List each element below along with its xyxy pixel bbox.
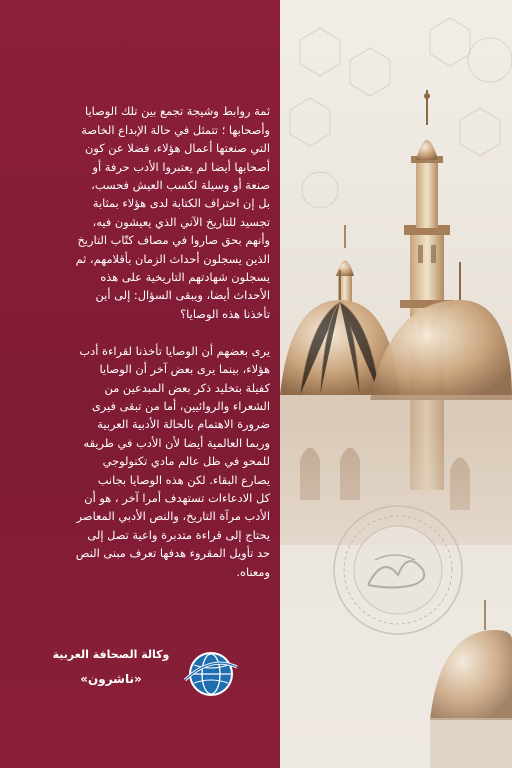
publisher-name: وكالة الصحافة العربية [52, 648, 170, 661]
mosque-illustration [280, 0, 512, 768]
paragraph-1: ثمة روابط وشيجة تجمع بين تلك الوصايا وأصحابها ؛ تتمثل في حالة الإبداع الخاصة التي صنعتها أعمال هؤلاء، فضلا عن كون أصحابها أيضا لم يعتبروا الأدب حرفة أو صنعة أو وسيلة لكسب العيش فحسب، بل إن احتراف الكتابة لدى هؤلاء بمثابة تجسيد للتاريخ الآني الذي يعيشون فيه، وأنهم بحق صاروا في مصاف كتّاب التاريخ الذين يسجلون أحداث الزمان بأقلامهم، ثم يسجلون شهادتهم التاريخية على هذه الأحداث أيضا، ويبقى السؤال: إلى أين تأخذنا هذه الوصايا؟ [75, 104, 270, 321]
publisher-subtitle: «ناشرون» [80, 672, 142, 686]
mosque-art-svg [280, 0, 512, 768]
paragraph-2: يرى بعضهم أن الوصايا تأخذنا لقراءة أدب هؤلاء، بينما يرى بعض آخر أن الوصايا كفيلة بتخليد ذكر بعض المبدعين من الشعراء والروائيين، أما من تبقى فيرى ضرورة الاهتمام بالحالة الأدبية العربية وربما العالمية أيضا لأن الأدب في طريقه للمحو في ظل عالم مادي تكنولوجي يصارع البقاء. لكن هذه الوصايا بجانب كل الادعاءات تستهدف أمرا آخر ، هو أن الأدب مرآة التاريخ، والنص الأدبي المعاصر يحتاج إلى قراءة متدبرة واعية تصل إلى حد تأويل المقروء هدفها تعرف مبنى النص ومعناه. [75, 343, 270, 579]
body-text [22, 84, 270, 599]
globe-logo-icon [182, 645, 240, 703]
